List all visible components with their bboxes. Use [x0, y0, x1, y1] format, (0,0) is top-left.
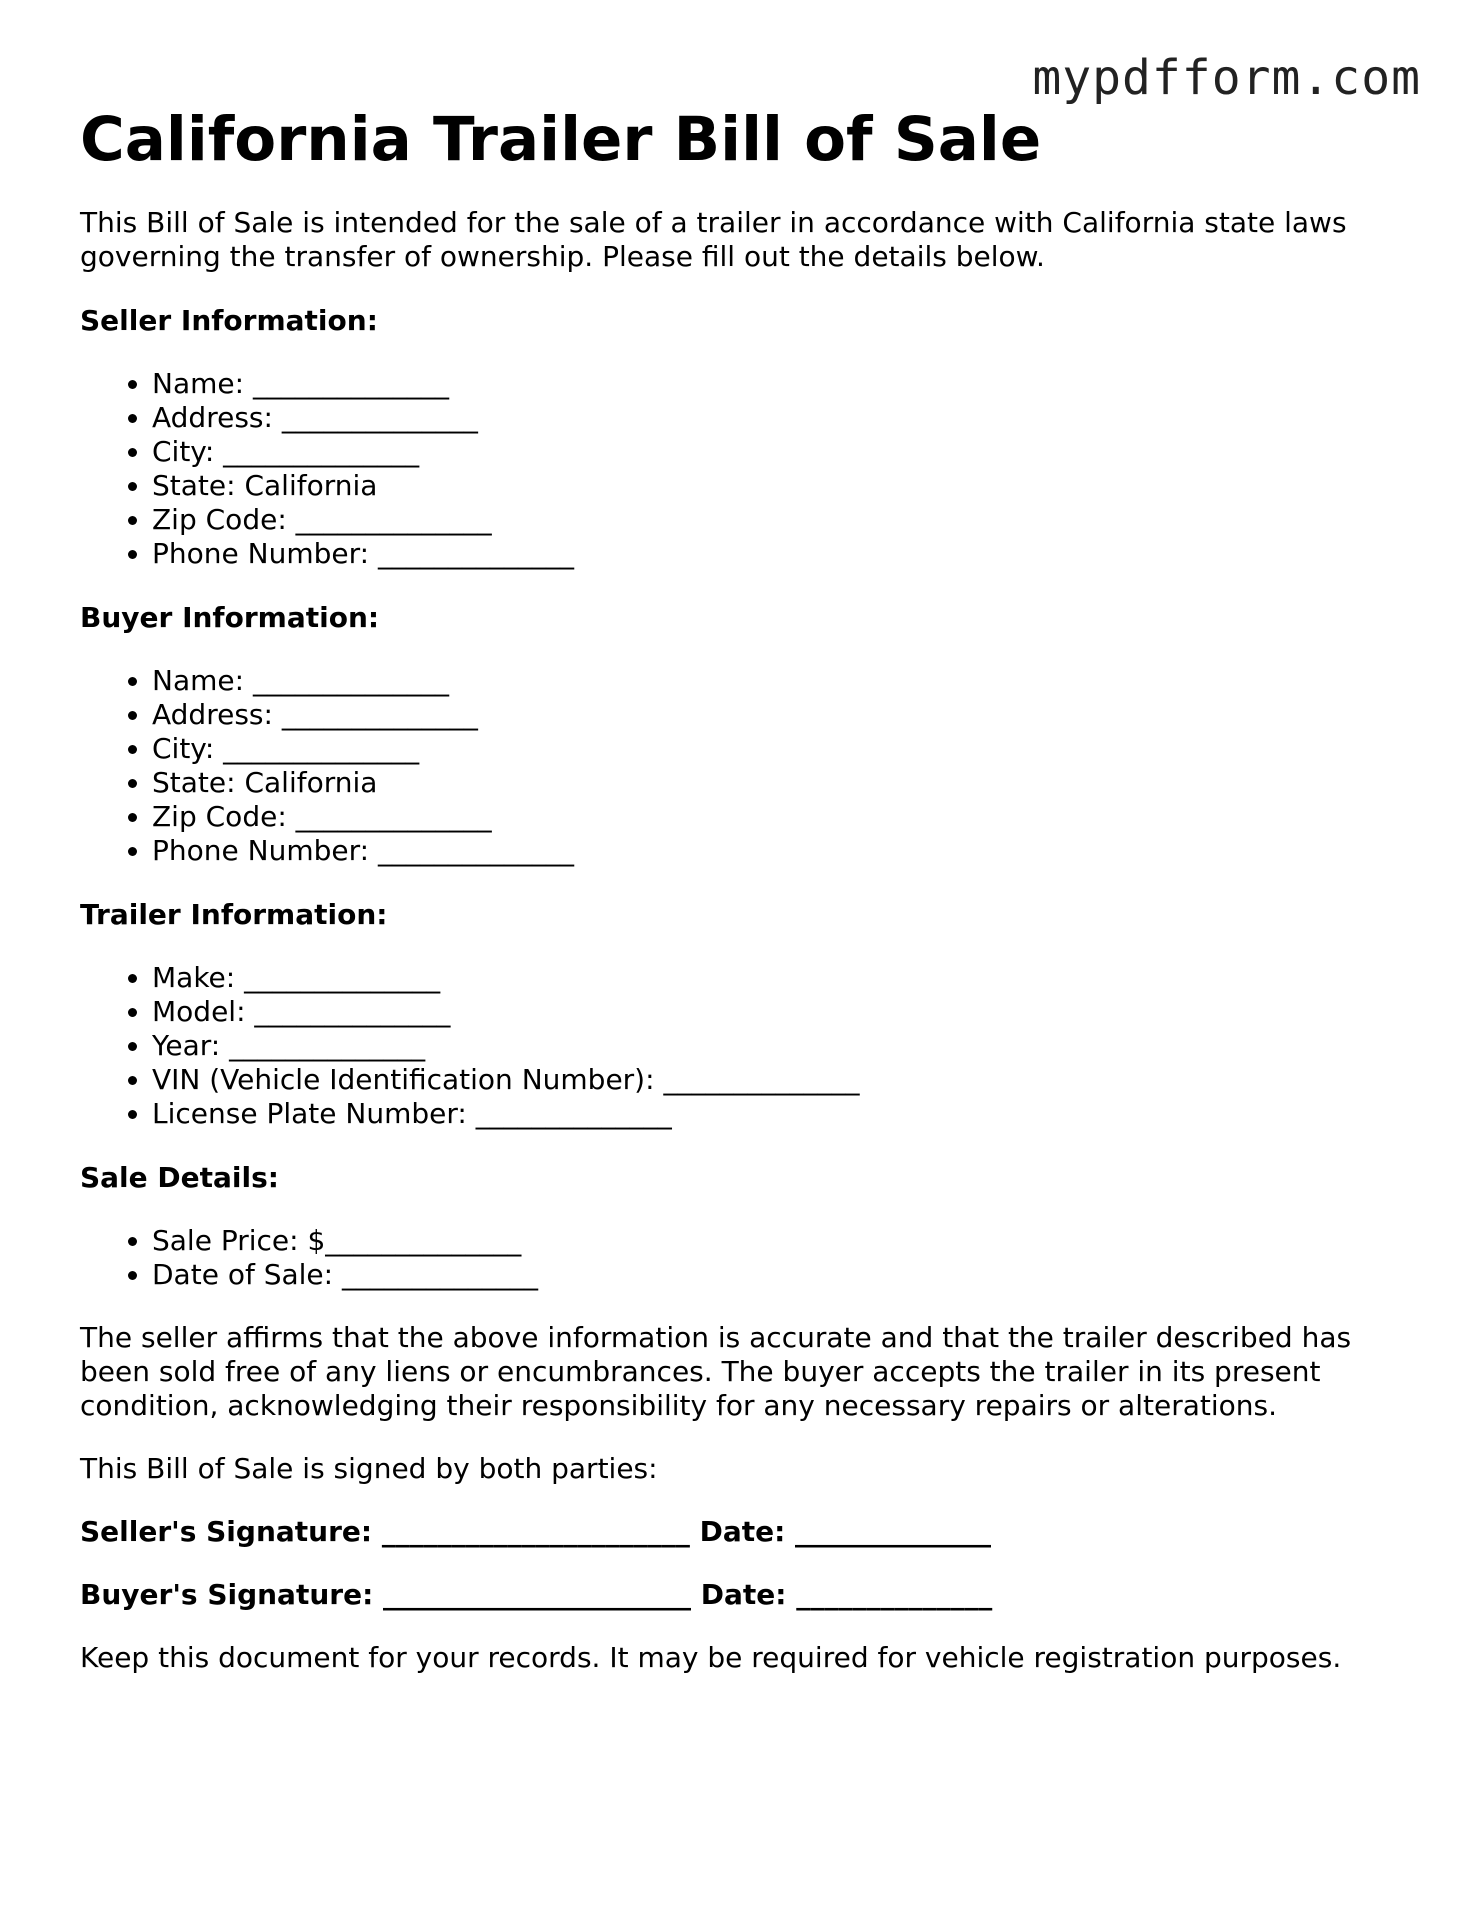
seller-section-heading: Seller Information:	[80, 304, 378, 337]
seller-info-list	[80, 367, 1410, 571]
seller-state-item: • State: California	[152, 469, 1410, 503]
buyer-zip-item: • Zip Code: ______________	[152, 800, 1410, 834]
trailer-vin-item: • VIN (Vehicle Identification Number): ______________	[152, 1063, 1410, 1097]
sale-price-item: • Sale Price: $______________	[152, 1224, 1410, 1258]
trailer-make-item: • Make: ______________	[152, 961, 1410, 995]
seller-name-item: • Name: ______________	[152, 367, 1410, 401]
seller-address-item: • Address: ______________	[152, 401, 1410, 435]
buyer-address-item: • Address: ______________	[152, 698, 1410, 732]
buyer-city-item: • City: ______________	[152, 732, 1410, 766]
buyer-info-list	[80, 664, 1410, 868]
sale-section-heading: Sale Details:	[80, 1161, 279, 1194]
footer-note: Keep this document for your records. It may be required for vehicle registration purposes.	[80, 1641, 1342, 1674]
seller-signature-line: Seller's Signature: ______________________ Date: ______________	[80, 1515, 992, 1548]
buyer-name-item: • Name: ______________	[152, 664, 1410, 698]
document-page	[80, 100, 1410, 1675]
seller-phone-item: • Phone Number: ______________	[152, 537, 1410, 571]
seller-zip-item: • Zip Code: ______________	[152, 503, 1410, 537]
buyer-phone-item: • Phone Number: ______________	[152, 834, 1410, 868]
seller-city-item: • City: ______________	[152, 435, 1410, 469]
buyer-section-heading: Buyer Information:	[80, 601, 380, 634]
signed-by-paragraph: This Bill of Sale is signed by both parties:	[80, 1452, 658, 1485]
trailer-model-item: • Model: ______________	[152, 995, 1410, 1029]
affirmation-paragraph: The seller affirms that the above information is accurate and that the trailer described has been sold free of any liens or encumbrances. The buyer accepts the trailer in its present condition, acknowledging their responsibility for any necessary repairs or alterations.	[80, 1321, 1352, 1422]
page-title: California Trailer Bill of Sale	[80, 104, 1042, 175]
buyer-signature-line: Buyer's Signature: ______________________ Date: ______________	[80, 1578, 993, 1611]
sale-details-list	[80, 1224, 1410, 1292]
buyer-state-item: • State: California	[152, 766, 1410, 800]
watermark: mypdfform.com	[1032, 50, 1421, 106]
trailer-section-heading: Trailer Information:	[80, 898, 388, 931]
intro-paragraph: This Bill of Sale is intended for the sale of a trailer in accordance with California state laws governing the transfer of ownership. Please fill out the details below.	[80, 206, 1347, 273]
trailer-plate-item: • License Plate Number: ______________	[152, 1097, 1410, 1131]
trailer-year-item: • Year: ______________	[152, 1029, 1410, 1063]
sale-date-item: • Date of Sale: ______________	[152, 1258, 1410, 1292]
trailer-info-list	[80, 961, 1410, 1131]
